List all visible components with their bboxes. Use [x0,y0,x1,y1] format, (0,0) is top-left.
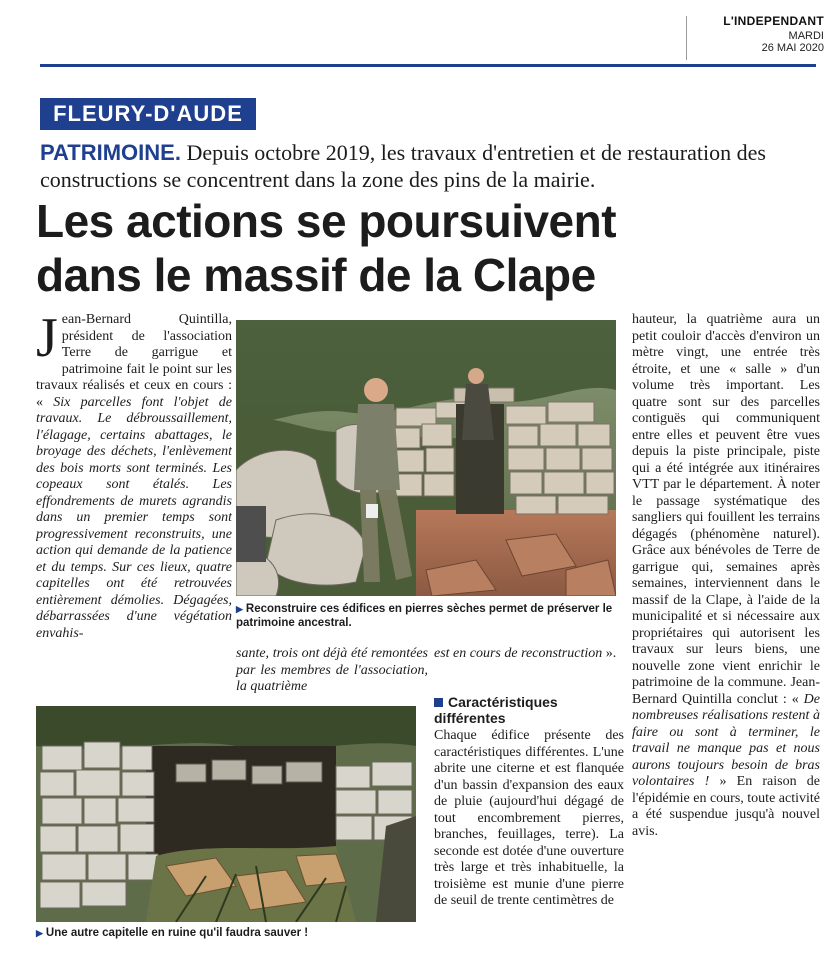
article-column-1-end [434,646,624,663]
lede-text: Depuis octobre 2019, les travaux d'entretien et de restauration des constructions se concentrent dans la zone des pins de la mairie. [40,140,766,192]
article-column-1-continuation [236,646,428,696]
col1c-end: ». [602,646,617,661]
article-column-2 [434,728,624,952]
header-rule [40,64,816,67]
lede-kicker: PATRIMOINE. [40,140,181,165]
publication-full-date: 26 MAI 2020 [761,42,824,54]
headline [36,194,826,302]
newspaper-name: L'INDEPENDANT [723,14,824,28]
photo-capitelle-reconstruction-image [236,320,616,596]
photo2-caption [36,926,416,940]
headline-line-2: dans le massif de la Clape [36,249,596,301]
article-subhead [434,694,624,726]
article-lede [40,139,816,193]
publication-day: MARDI [788,30,824,42]
col2-text: Chaque édifice présente des caractéristiques différentes. L'une abrite une citerne et est flanquée d'un bassin d'expansion des eaux de pluie (aujourd'hui dégagé de tout encombrement pierres, branches, feuillages, terre). La seconde est dotée d'une ouverture très large et très inhabituelle, la troisième est munie d'une pierre de seuil de trente centimètres de [434,728,624,908]
col3-quote: De nombreuses réalisations restent à faire ou sont à terminer, le travail ne manque pas et nous aurons toujours besoin de bras volontaires ! [632,691,820,789]
article-column-3 [632,312,820,952]
col3-text: hauteur, la quatrième aura un petit couloir d'accès d'environ un mètre vingt, une entrée très étroite, et une « salle » d'un volume très important. Les quatre sont sur des parcelles contiguës qui communiquent entre elles et peuvent être vues depuis la piste principale, piste qui a été intégrée aux itinéraires VTT par le département. À noter le passage systématique des sangliers qui fouillent les terrains dégagés (phénomène naturel). Grâce aux bénévoles de Terre de garrigue qui, semaines après semaines, interviennent dans le massif de la Clape, à l'aide de la municipalité et si nécessaire aux propriétaires qui autorisent les travaux sur leurs biens, une nouvelle zone vient enrichir le patrimoine de la commune. Jean-Bernard Quintilla conclut : « [632,312,820,707]
photo-capitelle-ruin-image [36,706,416,922]
col3-tail: » En raison de l'épidémie en cours, toute activité a été suspendue jusqu'à nouvel avis. [632,774,820,839]
subhead-square-icon [434,698,443,707]
col1c-quote: est en cours de reconstruction [434,646,603,661]
drop-cap: J [36,312,58,369]
headline-line-1: Les actions se poursuivent [36,195,617,247]
caption-pointer-icon: ▶ [36,928,43,938]
section-tag: FLEURY-D'AUDE [40,98,256,130]
col1-intro: ean-Bernard Quintilla, président de l'association Terre de garrigue et patrimoine fait le point sur les travaux réalisés et ceux en cours : « [36,312,232,410]
subhead-text: Caractéristiques différentes [434,694,558,726]
photo2-caption-text: Une autre capitelle en ruine qu'il faudra sauver ! [45,927,309,939]
photo1-caption-text: Reconstruire ces édifices en pierres sèches permet de préserver le patrimoine ancestral. [236,603,613,629]
caption-pointer-icon: ▶ [236,604,243,614]
photo1-caption [236,602,626,630]
col1-quote: Six parcelles font l'objet de travaux. Le débroussaillement, l'élagage, certains abattages, le broyage des déchets, l'enlèvement des bois morts sont terminés. Les copeaux sont étalés. Les effondrements de murets agrandis dans un premier temps sont progressivement reconstruits, une action qui demande de la patience et du temps. Sur ces lieux, quatre capitelles ont été retrouvées entièrement démolies. Dégagées, débarrassées d'une végétation envahis- [36,394,232,641]
photo-capitelle-ruin [36,706,416,922]
article-column-1 [36,312,232,690]
masthead-divider [686,16,687,60]
publication-date [700,30,824,54]
col1b-quote: sante, trois ont déjà été remontées par les membres de l'association, la quatrième [236,646,428,694]
photo-capitelle-reconstruction [236,320,616,596]
